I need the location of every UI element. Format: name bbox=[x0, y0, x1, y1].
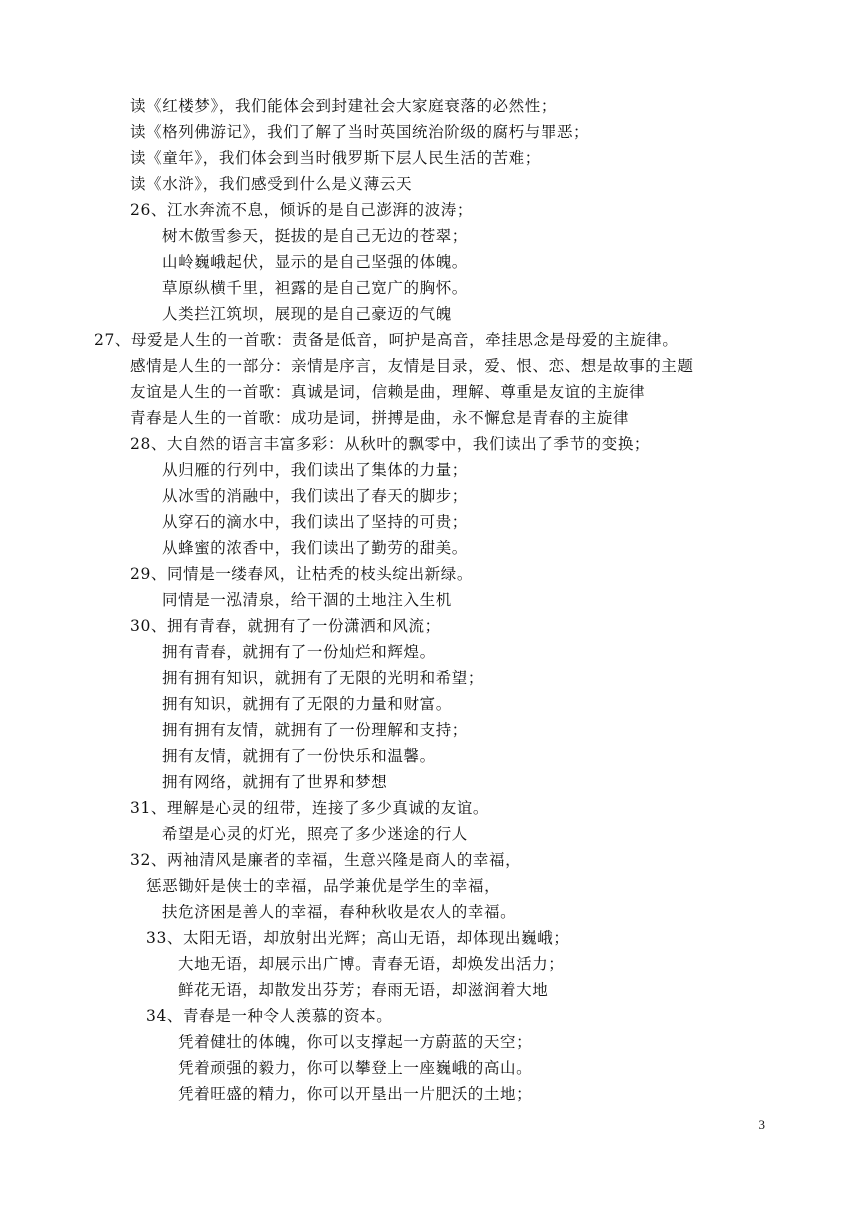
text-line: 30、拥有青春，就拥有了一份潇洒和风流； bbox=[130, 617, 441, 635]
text-line: 鲜花无语，却散发出芬芳；春雨无语，却滋润着大地 bbox=[178, 981, 549, 999]
text-line: 感情是人生的一部分：亲情是序言，友情是目录，爱、恨、恋、想是故事的主题 bbox=[130, 357, 694, 375]
text-line: 友谊是人生的一首歌：真诚是词，信赖是曲，理解、尊重是友谊的主旋律 bbox=[130, 383, 646, 401]
text-line: 扶危济困是善人的幸福，春种秋收是农人的幸福。 bbox=[162, 903, 517, 921]
text-line: 33、太阳无语，却放射出光辉；高山无语，却体现出巍峨； bbox=[146, 929, 570, 947]
text-line: 山岭巍峨起伏，显示的是自己坚强的体魄。 bbox=[162, 253, 468, 271]
text-line: 32、两袖清风是廉者的幸福，生意兴隆是商人的幸福， bbox=[130, 851, 522, 869]
text-line: 27、母爱是人生的一首歌：责备是低音，呵护是高音，牵挂思念是母爱的主旋律。 bbox=[94, 331, 679, 349]
text-line: 希望是心灵的灯光，照亮了多少迷途的行人 bbox=[162, 825, 468, 843]
text-line: 读《童年》，我们体会到当时俄罗斯下层人民生活的苦难； bbox=[130, 149, 541, 167]
text-line: 读《水浒》，我们感受到什么是义薄云天 bbox=[130, 175, 413, 193]
text-line: 34、青春是一种令人羡慕的资本。 bbox=[146, 1007, 393, 1025]
text-line: 凭着顽强的毅力，你可以攀登上一座巍峨的高山。 bbox=[178, 1059, 533, 1077]
text-line: 拥有网络，就拥有了世界和梦想 bbox=[162, 773, 388, 791]
text-line: 青春是人生的一首歌：成功是词，拼搏是曲，永不懈怠是青春的主旋律 bbox=[130, 409, 630, 427]
text-line: 从蜂蜜的浓香中，我们读出了勤劳的甜美。 bbox=[162, 539, 468, 557]
text-line: 26、江水奔流不息，倾诉的是自己澎湃的波涛； bbox=[130, 201, 473, 219]
text-line: 拥有青春，就拥有了一份灿烂和辉煌。 bbox=[162, 643, 436, 661]
text-line: 读《格列佛游记》，我们了解了当时英国统治阶级的腐朽与罪恶； bbox=[130, 123, 590, 141]
page-number: 3 bbox=[758, 1117, 765, 1132]
text-line: 从冰雪的消融中，我们读出了春天的脚步； bbox=[162, 487, 468, 505]
text-line: 大地无语，却展示出广博。青春无语，却焕发出活力； bbox=[178, 955, 565, 973]
text-line: 28、大自然的语言丰富多彩：从秋叶的飘零中，我们读出了季节的变换； bbox=[130, 435, 651, 453]
text-line: 拥有友情，就拥有了一份快乐和温馨。 bbox=[162, 747, 436, 765]
text-line: 拥有拥有友情，就拥有了一份理解和支持； bbox=[162, 721, 468, 739]
text-line: 拥有知识，就拥有了无限的力量和财富。 bbox=[162, 695, 452, 713]
text-line: 惩恶锄奸是侠士的幸福，品学兼优是学生的幸福， bbox=[146, 877, 501, 895]
text-line: 草原纵横千里，袒露的是自己宽广的胸怀。 bbox=[162, 279, 468, 297]
text-line: 人类拦江筑坝，展现的是自己豪迈的气魄 bbox=[162, 305, 452, 323]
text-line: 树木傲雪参天，挺拔的是自己无边的苍翠； bbox=[162, 227, 468, 245]
text-line: 同情是一泓清泉，给干涸的土地注入生机 bbox=[162, 591, 452, 609]
text-line: 29、同情是一缕春风，让枯秃的枝头绽出新绿。 bbox=[130, 565, 473, 583]
text-line: 拥有拥有知识，就拥有了无限的光明和希望； bbox=[162, 669, 485, 687]
text-line: 31、理解是心灵的纽带，连接了多少真诚的友谊。 bbox=[130, 799, 490, 817]
text-line: 凭着健壮的体魄，你可以支撑起一方蔚蓝的天空； bbox=[178, 1033, 533, 1051]
text-line: 凭着旺盛的精力，你可以开垦出一片肥沃的土地； bbox=[178, 1085, 533, 1103]
text-line: 从穿石的滴水中，我们读出了坚持的可贵； bbox=[162, 513, 468, 531]
text-line: 从归雁的行列中，我们读出了集体的力量； bbox=[162, 461, 468, 479]
text-line: 读《红楼梦》，我们能体会到封建社会大家庭衰落的必然性； bbox=[130, 97, 557, 115]
